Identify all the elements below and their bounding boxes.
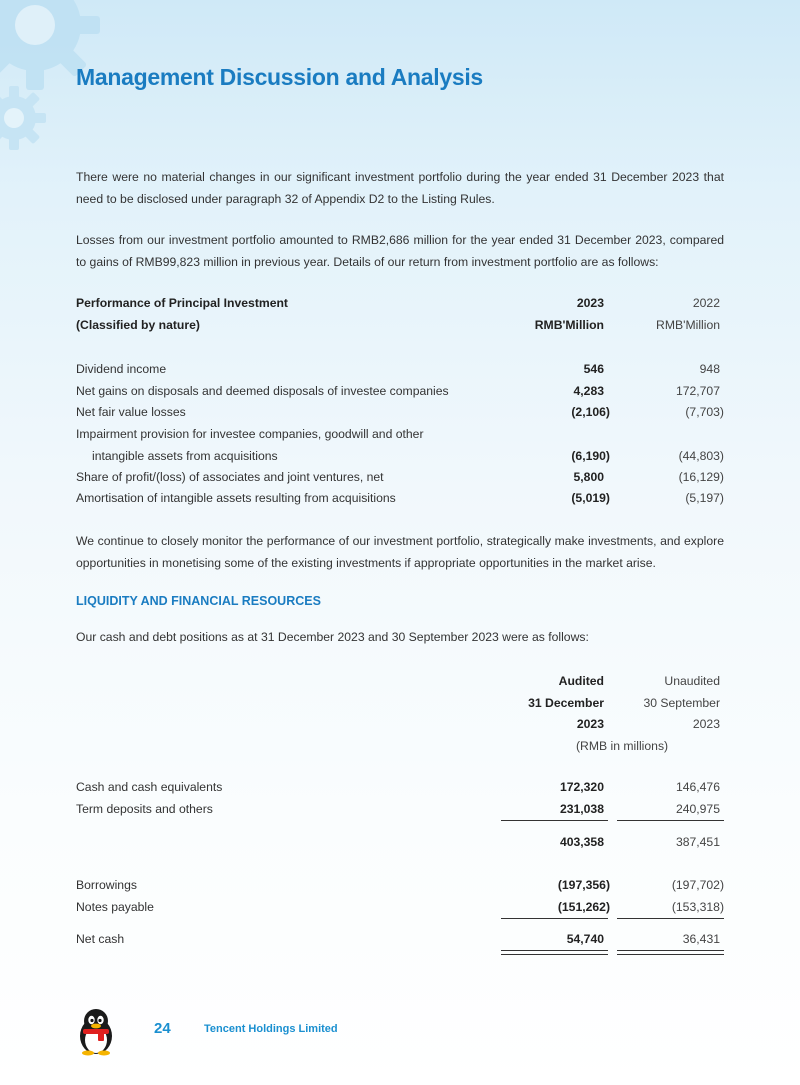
page-number: 24 [154, 1020, 171, 1037]
column-header-audited: Audited [558, 674, 604, 688]
row-label: Net cash [76, 932, 125, 946]
subtotal-rule [617, 820, 724, 821]
table-row-subtotal [76, 831, 724, 853]
total-double-rule [617, 950, 724, 955]
value-unaudited: 387,451 [675, 835, 720, 849]
value-audited: (151,262) [557, 900, 610, 914]
value-2023: 5,800 [573, 470, 604, 484]
investment-table-header-row-1 [76, 292, 724, 314]
cash-table-header-row-2 [76, 692, 724, 714]
table-row [76, 487, 724, 509]
column-year-1: 2023 [576, 717, 604, 731]
column-date-december: 31 December [528, 696, 604, 710]
paragraph-portfolio-changes: There were no material changes in our significant investment portfolio during the year ended 31 December 2023 that need to be disclosed under paragraph 32 of Appendix D2 to the Listing Rules. [76, 170, 724, 206]
column-header-2023: 2023 [576, 296, 604, 310]
column-unit-2023: RMB'Million [534, 318, 604, 332]
cash-table-header-row-1 [76, 670, 724, 692]
table-row [76, 874, 724, 896]
table-row [76, 445, 724, 467]
value-unaudited: 146,476 [675, 780, 720, 794]
row-label: Net gains on disposals and deemed disposals of investee companies [76, 384, 449, 398]
company-name: Tencent Holdings Limited [204, 1023, 338, 1035]
subtotal-rule [501, 918, 608, 919]
column-unit-2022: RMB'Million [656, 318, 720, 332]
section-heading-liquidity: LIQUIDITY AND FINANCIAL RESOURCES [76, 594, 321, 608]
row-label: intangible assets from acquisitions [92, 449, 278, 463]
subtotal-rule [617, 918, 724, 919]
value-2022: 948 [699, 362, 720, 376]
value-2022: (7,703) [685, 405, 724, 419]
row-label: Dividend income [76, 362, 167, 376]
column-header-2022: 2022 [692, 296, 720, 310]
table-row [76, 896, 724, 918]
value-2022: (16,129) [678, 470, 724, 484]
paragraph-cash-debt: Our cash and debt positions as at 31 December 2023 and 30 September 2023 were as follows: [76, 630, 589, 644]
value-2022: 172,707 [675, 384, 720, 398]
table-row [76, 466, 724, 488]
page-title: Management Discussion and Analysis [76, 64, 483, 90]
value-2023: (6,190) [571, 449, 610, 463]
row-label: Impairment provision for investee companies, goodwill and other [76, 427, 424, 441]
cash-table-header-row-3 [76, 713, 724, 735]
paragraph-portfolio-losses: Losses from our investment portfolio amounted to RMB2,686 million for the year ended 31 December 2023, compared to gains of RMB99,823 million in previous year. Details of our return from investment portfolio are as follows: [76, 233, 724, 269]
column-header-unaudited: Unaudited [664, 674, 720, 688]
table-row-total [76, 928, 724, 950]
table-row [76, 798, 724, 820]
investment-table-header-row-2 [76, 314, 724, 336]
table-row [76, 358, 724, 380]
column-year-2: 2023 [692, 717, 720, 731]
row-label: Net fair value losses [76, 405, 186, 419]
table-row [76, 401, 724, 423]
gear-icon [0, 82, 50, 154]
value-unaudited: 36,431 [682, 932, 720, 946]
value-2023: (5,019) [571, 491, 610, 505]
value-2023: 546 [583, 362, 604, 376]
row-label: Notes payable [76, 900, 154, 914]
table-header-sublabel: (Classified by nature) [76, 318, 200, 332]
cash-table-unit-row [76, 735, 724, 757]
row-label: Term deposits and others [76, 802, 213, 816]
value-2023: (2,106) [571, 405, 610, 419]
value-unaudited: 240,975 [675, 802, 720, 816]
total-double-rule [501, 950, 608, 955]
paragraph-monitoring: We continue to closely monitor the performance of our investment portfolio, strategically make investments, and explore opportunities in monetising some of the existing investments if appropriate opportunities in the market arise. [76, 534, 724, 570]
value-audited: 172,320 [559, 780, 604, 794]
value-unaudited: (197,702) [671, 878, 724, 892]
row-label: Cash and cash equivalents [76, 780, 223, 794]
table-row [76, 423, 724, 445]
value-2022: (44,803) [678, 449, 724, 463]
table-header-label: Performance of Principal Investment [76, 296, 288, 310]
unit-label: (RMB in millions) [576, 739, 669, 753]
row-label: Borrowings [76, 878, 137, 892]
row-label: Amortisation of intangible assets resulting from acquisitions [76, 491, 396, 505]
value-audited: 231,038 [559, 802, 604, 816]
value-audited: 403,358 [559, 835, 604, 849]
subtotal-rule [501, 820, 608, 821]
column-date-september: 30 September [643, 696, 720, 710]
value-audited: 54,740 [566, 932, 604, 946]
value-audited: (197,356) [557, 878, 610, 892]
row-label: Share of profit/(loss) of associates and joint ventures, net [76, 470, 384, 484]
value-2023: 4,283 [573, 384, 604, 398]
value-unaudited: (153,318) [671, 900, 724, 914]
table-row [76, 380, 724, 402]
value-2022: (5,197) [685, 491, 724, 505]
table-row [76, 776, 724, 798]
penguin-mascot-icon [76, 1008, 116, 1056]
